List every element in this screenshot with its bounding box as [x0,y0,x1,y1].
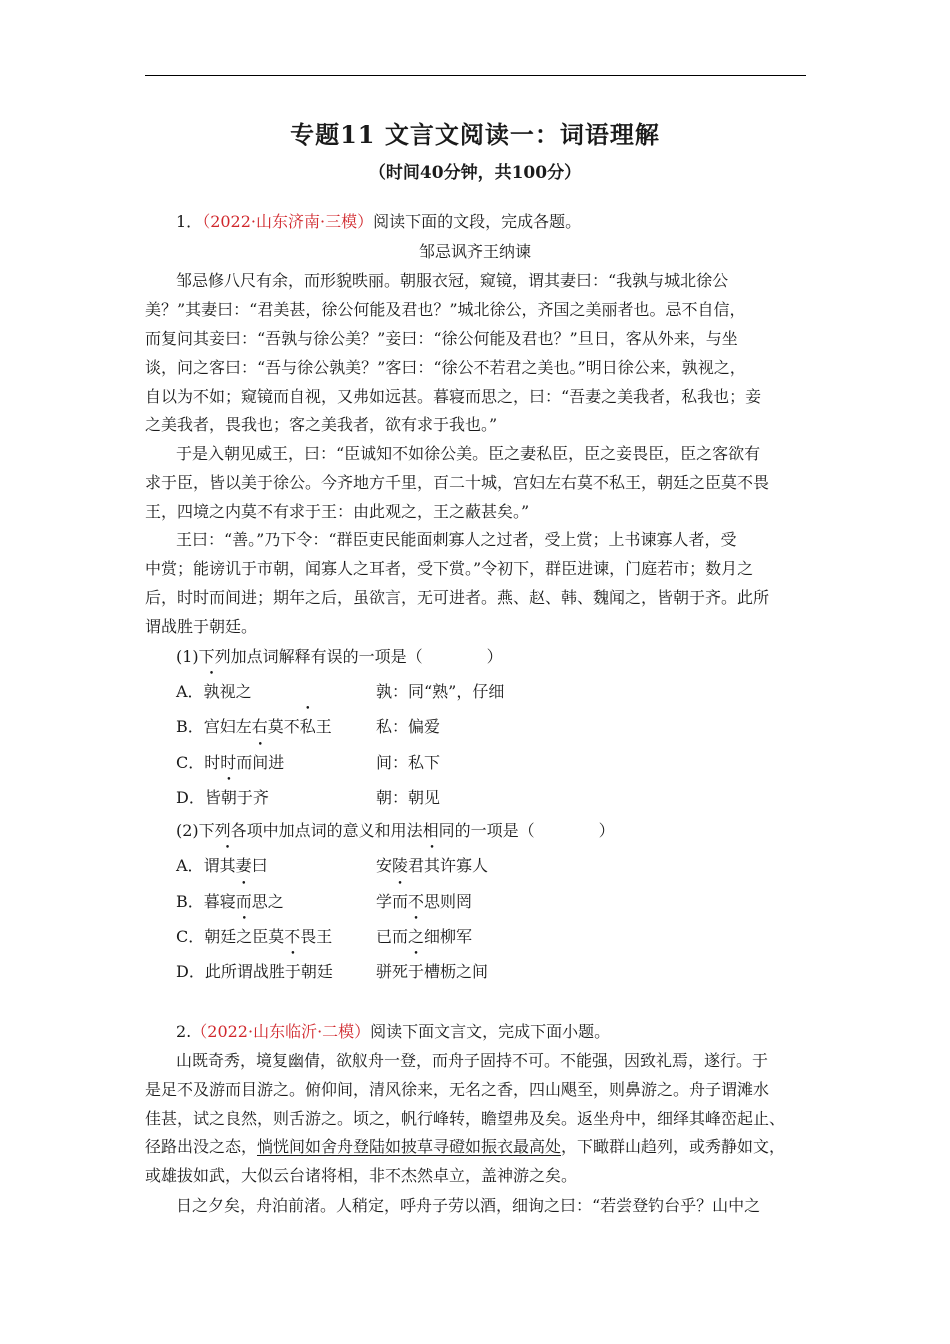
dotted-word: 朝 [220,788,237,807]
q1-p2-line3: 王，四境之内莫不有求于王：由此观之，王之蔽甚矣。” [145,502,530,521]
q1-passage-title: 邹忌讽齐王纳谏 [418,242,531,261]
q2-header [176,1021,610,1043]
q2-p1-line1: 山既奇秀，境复幽倩，欲舣舟一登，而舟子固持不可。不能强，因致礼焉，遂行。于 [176,1051,769,1070]
q2-p1-line5: 或雄拔如武，大似云台诸将相，非不杰然卓立，盖神游之矣。 [145,1166,578,1185]
dotted-word: 而 [392,892,409,911]
dotted-word: 其 [219,856,236,875]
q1-p1-line4: 谈，问之客曰：“吾与徐公孰美？”客曰：“徐公不若君之美也。”明日徐公来，孰视之， [145,358,746,377]
q1-p1-line1: 邹忌修八尺有余，而形貌昳丽。朝服衣冠，窥镜，谓其妻曰：“我孰与城北徐公 [176,271,729,290]
dotted-word: 孰 [203,682,220,701]
page-title: 专题11 文言文阅读一：词语理解 [290,120,660,149]
dotted-word: 间 [252,753,269,772]
q1-instruction: 阅读下面的文段，完成各题。 [373,212,582,231]
q2-number: 2. [176,1022,192,1041]
q1-header [176,211,581,233]
q2-instruction: 阅读下面文言文，完成下面小题。 [370,1022,611,1041]
underlined-sentence: 惝恍间如舍舟登陆如披草寻磴如振衣最高处 [257,1137,562,1156]
q1-p2-line2: 求于臣，皆以美于徐公。今齐地方千里，百二十城，宫妇左右莫不私王，朝廷之臣莫不畏 [145,473,770,492]
q2-p1-line4: 径路出没之态，惝恍间如舍舟登陆如披草寻磴如振衣最高处，下瞰群山趋列，或秀静如文， [145,1137,786,1156]
q1-number: 1． [176,212,203,231]
q1-p3-line2: 中赏；能谤讥于市朝，闻寡人之耳者，受下赏。”令初下，群臣进谏，门庭若市；数月之 [145,559,754,578]
q1-p1-line5: 自以为不如；窥镜而自视，又弗如远甚。暮寝而思之，曰：“吾妻之美我者，私我也；妾 [145,387,762,406]
q2-source-tag: （2022·山东临沂·二模） [191,1022,371,1041]
dotted-word: 私 [299,717,316,736]
q2-p2-line1: 日之夕矣，舟泊前渚。人稍定，呼舟子劳以酒，细询之曰：“若尝登钓台乎？山中之 [176,1196,761,1215]
q1-sub1-stem: (1)下列加点词解释有误的一项是（ ） [176,647,503,666]
dotted-word: 之 [236,927,253,946]
q1-sub1-a-explanation: 孰：同“熟”，仔细 [376,682,505,701]
dotted-word: 其 [424,856,441,875]
q1-p3-line4: 谓战胜于朝廷。 [145,617,258,636]
q1-sub1-b-explanation: 私：偏爱 [376,717,441,736]
dotted-word: 于 [284,962,301,981]
q1-p3-line1: 王曰：“善。”乃下令：“群臣吏民能面刺寡人之过者，受上赏；上书谏寡人者，受 [176,530,737,549]
q1-p2-line1: 于是入朝见威王，曰：“臣诚知不如徐公美。臣之妻私臣，臣之妾畏臣，臣之客欲有 [176,444,761,463]
q1-p3-line3: 后，时时而间进；期年之后，虽欲言，无可进者。燕、赵、韩、魏闻之，皆朝于齐。此所 [145,588,770,607]
page-subtitle: （时间40分钟，共100分） [368,163,582,183]
q1-p1-line6: 之美我者，畏我也；客之美我者，欲有求于我也。” [145,415,498,434]
q2-p1-line2: 是足不及游而目游之。俯仰间，清风徐来，无名之香，四山飓至，则鼻游之。舟子谓滩水 [145,1080,770,1099]
q1-sub1-c-explanation: 间：私下 [376,753,441,772]
dotted-word: 之 [408,927,425,946]
q1-p1-line3: 而复问其妾曰：“吾孰与徐公美？”妾曰：“徐公何能及君也？”旦日，客从外来，与坐 [145,329,738,348]
dotted-word: 而 [235,892,252,911]
q1-sub1-d-explanation: 朝：朝见 [376,788,441,807]
q1-p1-line2: 美？”其妻曰：“君美甚，徐公何能及君也？”城北徐公，齐国之美丽者也。忌不自信， [145,300,746,319]
q1-sub2-stem: (2)下列各项中加点词的意义和用法相同的一项是（ ） [176,821,615,840]
q1-source-tag: （2022·山东济南·三模） [202,212,374,231]
dotted-word: 于 [408,962,425,981]
top-rule [145,75,806,76]
q2-p1-line3: 佳甚，试之良然，则舌游之。顷之，帆行峰转，瞻望弗及矣。返坐舟中，细绎其峰峦起止、 [145,1109,786,1128]
